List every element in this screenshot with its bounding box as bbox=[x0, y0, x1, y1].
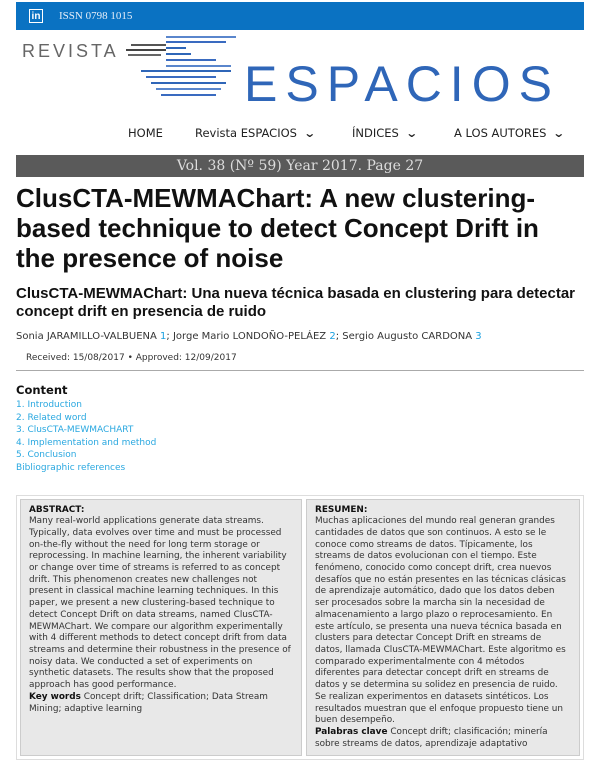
author-ref-link[interactable]: 3 bbox=[475, 331, 482, 342]
resumen-box bbox=[306, 499, 580, 757]
resumen-heading: RESUMEN: bbox=[315, 504, 368, 515]
author-name: Sergio Augusto CARDONA bbox=[342, 331, 473, 342]
abstract-heading: ABSTRACT: bbox=[29, 504, 85, 515]
article-body bbox=[16, 183, 584, 760]
nav-indices[interactable] bbox=[352, 126, 416, 140]
nav-label: ÍNDICES bbox=[352, 126, 399, 140]
nav-home[interactable] bbox=[128, 126, 163, 140]
table-of-contents bbox=[16, 399, 584, 475]
keywords-label: Key words bbox=[29, 691, 81, 702]
dates: Received: 15/08/2017 • Approved: 12/09/2017 bbox=[26, 353, 237, 363]
authors: Sonia JARAMILLO-VALBUENA 1; Jorge Mario LONDOÑO-PELÁEZ 2; Sergio Augusto CARDONA 3 bbox=[16, 331, 482, 342]
chevron-down-icon: ⌄ bbox=[303, 126, 317, 140]
author-ref-link[interactable]: 2 bbox=[329, 331, 336, 342]
main-nav bbox=[0, 126, 600, 144]
abstract-text: Many real-world applications generate data streams. Typically, data evolves over time and must be processed on-the-fly without the need for long term storage or reprocessing. In machine learning, the inherent variability or change over time of streams is referred to as concept drift. This phenomenon creates new challenges not present in classical machine learning techniques. In this paper, we present a new clustering-based technique to detect Concept Drift on data streams, named ClusCTA-MEWMAChart. We compare our algorithm experimentally with 4 different methods to detect concept drift from data streams and determine their robustness in the presence of noisy data. We conducted a set of experiments on synthetic datasets. The results show that the proposed approach has good performance. bbox=[29, 516, 291, 691]
nav-label: HOME bbox=[128, 126, 163, 140]
nav-revista-espacios[interactable] bbox=[195, 126, 315, 140]
issn: ISSN 0798 1015 bbox=[59, 10, 133, 22]
author-name: Jorge Mario LONDOÑO-PELÁEZ bbox=[172, 331, 327, 342]
top-bar bbox=[16, 2, 584, 30]
keywords-label: Palabras clave bbox=[315, 726, 388, 737]
nav-label: A LOS AUTORES bbox=[454, 126, 547, 140]
toc-link[interactable]: 2. Related word bbox=[16, 412, 87, 423]
nav-a-los-autores[interactable] bbox=[454, 126, 564, 140]
author-ref-link[interactable]: 1 bbox=[160, 331, 167, 342]
resumen-keywords bbox=[315, 727, 571, 750]
keywords-text: Concept drift; clasificación; minería sobre streams de datos, aprendizaje adaptativo bbox=[315, 726, 548, 749]
abstract-box bbox=[20, 499, 302, 757]
article-title: ClusCTA-MEWMAChart: A new clustering-based technique to detect Concept Drift in the presence of noise bbox=[16, 183, 539, 273]
author-name: Sonia JARAMILLO-VALBUENA bbox=[16, 331, 157, 342]
keywords-text: Concept drift; Classification; Data Stream Mining; adaptive learning bbox=[29, 691, 268, 714]
linkedin-icon[interactable]: in bbox=[29, 9, 43, 23]
abstract-table bbox=[16, 495, 584, 761]
abstract-keywords bbox=[29, 692, 293, 715]
chevron-down-icon: ⌄ bbox=[405, 126, 418, 140]
toc-link[interactable]: Bibliographic references bbox=[16, 462, 126, 473]
content-heading: Content bbox=[16, 383, 68, 397]
toc-link[interactable]: 1. Introduction bbox=[16, 400, 82, 410]
toc-link[interactable]: 4. Implementation and method bbox=[16, 437, 157, 448]
article-subtitle: ClusCTA-MEWMAChart: Una nueva técnica basada en clustering para detectar concept drift en presencia de ruido bbox=[16, 285, 576, 320]
logo[interactable] bbox=[16, 33, 584, 112]
volume-bar: Vol. 38 (Nº 59) Year 2017. Page 27 bbox=[16, 155, 584, 177]
toc-link[interactable]: 5. Conclusion bbox=[16, 450, 77, 461]
resumen-text: Muchas aplicaciones del mundo real generan grandes cantidades de datos que son continuos. A esto se le conoce como streams de datos. Típicamente, los streams de datos evolucionan con el tiempo. Este fenómeno, conocido como concept drift, crea nuevos desafíos que no están presentes en las técnicas clásicas de aprendizaje automático, dado que los datos deben ser procesados sobre la marcha sin la necesidad de almacenamiento a largo plazo o reprocesamiento. En este artículo, se presenta una nueva técnica basada en clusters para detectar Concept Drift en streams de datos, llamada ClusCTA-MEWMAChart. Este algoritmo es comparado experimentalmente con 4 métodos diferentes para detectar concept drift en streams de datos y se determina su solidez en presencia de ruido. Se realizan experimentos en datasets sintéticos. Los resultados muestran que el enfoque propuesto tiene un buen desempeño. bbox=[315, 516, 566, 726]
toc-link[interactable]: 3. ClusCTA-MEWMACHART bbox=[16, 425, 134, 436]
logo-espacios: ESPACIOS bbox=[244, 56, 560, 112]
divider bbox=[16, 370, 584, 371]
logo-revista: REVISTA bbox=[22, 41, 119, 61]
chevron-down-icon: ⌄ bbox=[553, 126, 566, 140]
nav-label: Revista ESPACIOS bbox=[195, 126, 297, 140]
